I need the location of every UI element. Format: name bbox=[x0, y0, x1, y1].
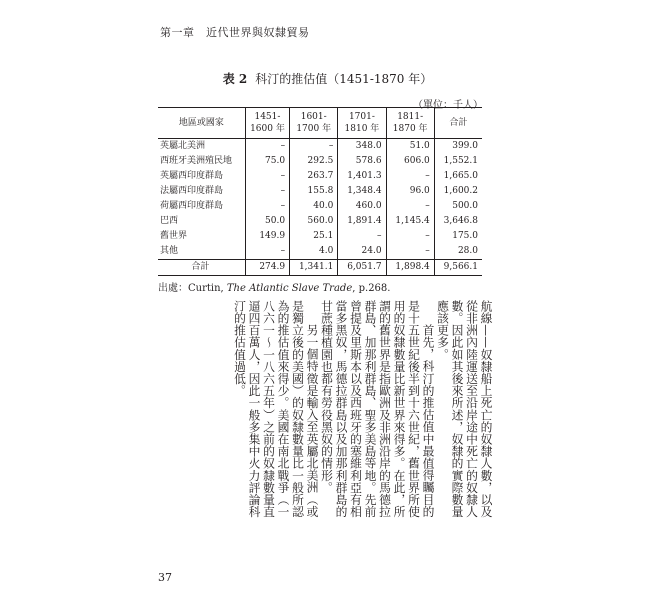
table-title-text: 科汀的推估值（1451-1870 年） bbox=[255, 72, 433, 86]
table-number: 表 2 bbox=[222, 72, 248, 86]
value-cell: 149.9 bbox=[245, 229, 289, 244]
source-prefix: 出處：Curtin, bbox=[158, 283, 227, 294]
value-cell: 51.0 bbox=[386, 139, 434, 155]
table-source bbox=[158, 279, 390, 294]
total-value-cell: 9,566.1 bbox=[434, 260, 482, 276]
value-cell: 348.0 bbox=[338, 139, 386, 155]
value-cell: 1,145.4 bbox=[386, 214, 434, 229]
value-cell: 578.6 bbox=[338, 154, 386, 169]
table-row bbox=[158, 199, 482, 214]
row-label-cell: 英屬北美洲 bbox=[160, 141, 206, 151]
value-cell: – bbox=[386, 169, 434, 184]
total-value-cell: 6,051.7 bbox=[338, 260, 386, 276]
value-cell: 1,348.4 bbox=[338, 184, 386, 199]
value-cell: 1,600.2 bbox=[434, 184, 482, 199]
value-cell: 1,401.3 bbox=[338, 169, 386, 184]
table-row bbox=[158, 229, 482, 244]
row-label-cell: 舊世界 bbox=[160, 231, 188, 241]
value-cell: – bbox=[245, 184, 289, 199]
value-cell: – bbox=[245, 169, 289, 184]
row-label-cell: 西班牙美洲殖民地 bbox=[160, 156, 233, 166]
body-paragraph: 首先，科汀的推估值中最值得矚目的是十五世紀後半到十六世紀，舊世界所使用的奴隸數量比新世界來得多。在此，所謂的舊世界是指歐洲及非洲沿岸的馬德拉群島、加那利群島、聖多美島等地。先前曾提及里斯本以及西班牙的塞維利亞有相當多黑奴，馬德拉群島以及加那利群島的甘蔗種植園也都有勞役黑奴的情形。 bbox=[319, 300, 435, 518]
value-cell: 3,646.8 bbox=[434, 214, 482, 229]
running-header: 第一章 近代世界與奴隸貿易 bbox=[160, 26, 310, 39]
table-row bbox=[158, 154, 482, 169]
row-label-cell: 英屬西印度群島 bbox=[160, 171, 224, 181]
value-cell: 175.0 bbox=[434, 229, 482, 244]
table-row bbox=[158, 184, 482, 199]
total-value-cell: 1,898.4 bbox=[386, 260, 434, 276]
table-total-row bbox=[158, 260, 482, 276]
value-cell: – bbox=[290, 139, 338, 155]
table-row bbox=[158, 214, 482, 229]
column-header: 地區或國家 bbox=[158, 108, 245, 139]
column-header: 1701- 1810 年 bbox=[338, 108, 386, 139]
value-cell: 263.7 bbox=[290, 169, 338, 184]
total-label-cell: 合計 bbox=[158, 260, 245, 276]
vertical-body-text bbox=[153, 300, 493, 525]
column-header: 1451- 1600 年 bbox=[245, 108, 289, 139]
source-title: The Atlantic Slave Trade bbox=[226, 283, 353, 294]
value-cell: – bbox=[386, 229, 434, 244]
value-cell: 1,665.0 bbox=[434, 169, 482, 184]
value-cell: 460.0 bbox=[338, 199, 386, 214]
total-value-cell: 274.9 bbox=[245, 260, 289, 276]
table-row bbox=[158, 244, 482, 260]
value-cell: 606.0 bbox=[386, 154, 434, 169]
value-cell: 24.0 bbox=[338, 244, 386, 260]
value-cell: 40.0 bbox=[290, 199, 338, 214]
row-label-cell: 荷屬西印度群島 bbox=[160, 201, 224, 211]
value-cell: 75.0 bbox=[245, 154, 289, 169]
source-suffix: , p.268. bbox=[352, 283, 391, 294]
value-cell: 28.0 bbox=[434, 244, 482, 260]
value-cell: – bbox=[245, 139, 289, 155]
column-header: 1811- 1870 年 bbox=[386, 108, 434, 139]
value-cell: 500.0 bbox=[434, 199, 482, 214]
table-unit: （單位：千人） bbox=[413, 100, 483, 111]
value-cell: 1,891.4 bbox=[338, 214, 386, 229]
value-cell: 155.8 bbox=[290, 184, 338, 199]
page-number: 37 bbox=[158, 571, 172, 584]
value-cell: – bbox=[386, 244, 434, 260]
value-cell: – bbox=[245, 199, 289, 214]
value-cell: 96.0 bbox=[386, 184, 434, 199]
value-cell: 1,552.1 bbox=[434, 154, 482, 169]
row-label-cell: 巴西 bbox=[160, 216, 179, 226]
table-row bbox=[158, 169, 482, 184]
value-cell: 25.1 bbox=[290, 229, 338, 244]
value-cell: – bbox=[386, 199, 434, 214]
body-paragraph: 另一個特徵是輸入至英屬北美洲（或是獨立後的美國）的奴隸數量比一般所認為的推估值來得少。美國在南北戰爭（一八六一～一八六五年）之前的奴隸數量直逼四百萬人，因此一般多集中火力評論科汀的推估值過低。 bbox=[232, 300, 319, 518]
value-cell: 4.0 bbox=[290, 244, 338, 260]
column-header: 1601- 1700 年 bbox=[290, 108, 338, 139]
row-label-cell: 法屬西印度群島 bbox=[160, 186, 224, 196]
value-cell: 399.0 bbox=[434, 139, 482, 155]
table-row bbox=[158, 139, 482, 155]
body-paragraph: 航線——奴隸船上死亡的奴隸人數，以及從非洲內陸運送至沿岸途中死亡的奴隸人數。因此如其後來所述，奴隸的實際數量應該更多。 bbox=[435, 300, 493, 518]
value-cell: 292.5 bbox=[290, 154, 338, 169]
table-header-row bbox=[158, 108, 482, 139]
value-cell: 50.0 bbox=[245, 214, 289, 229]
value-cell: – bbox=[338, 229, 386, 244]
value-cell: 560.0 bbox=[290, 214, 338, 229]
table-title bbox=[0, 70, 655, 87]
value-cell: – bbox=[245, 244, 289, 260]
column-header: 合計 bbox=[434, 108, 482, 139]
total-value-cell: 1,341.1 bbox=[290, 260, 338, 276]
row-label-cell: 其他 bbox=[160, 246, 179, 256]
data-table bbox=[158, 107, 482, 276]
